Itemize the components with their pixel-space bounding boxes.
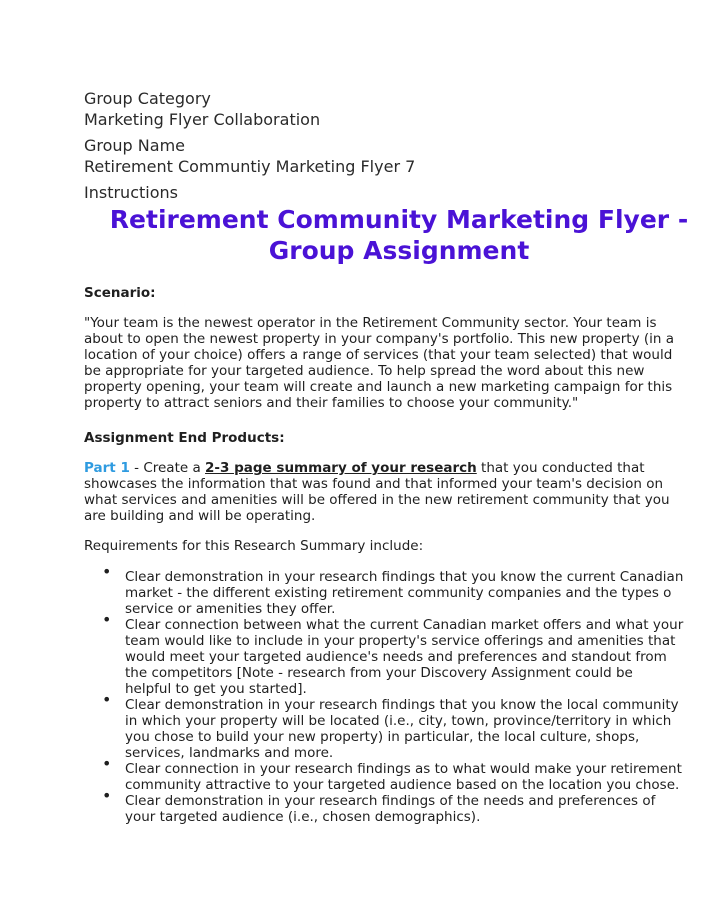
part1-line: showcases the information that was found and that informed your team's decision on — [84, 476, 664, 492]
part1-paragraph — [84, 460, 714, 524]
bullet-icon: • — [102, 562, 112, 581]
requirement-item — [102, 610, 714, 697]
assignment-page — [84, 88, 714, 825]
document-title — [84, 204, 714, 266]
requirement-line: Clear demonstration in your research findings that you know the current Canadian — [125, 569, 684, 585]
requirements-list — [84, 562, 714, 825]
requirement-line: helpful to get you started]. — [125, 681, 307, 697]
requirement-line: market - the different existing retirement community companies and the types o — [125, 585, 672, 601]
bullet-icon: • — [102, 610, 112, 629]
part1-post-text: that you conducted that — [476, 460, 645, 476]
requirement-line: your targeted audience (i.e., chosen demographics). — [125, 809, 481, 825]
bullet-icon: • — [102, 690, 112, 709]
requirement-line: services, landmarks and more. — [125, 745, 334, 761]
group-name-section — [84, 135, 714, 177]
requirement-line: in which your property will be located (i.e., city, town, province/territory in which — [125, 713, 672, 729]
bullet-icon: • — [102, 754, 112, 773]
requirement-item — [102, 754, 714, 793]
requirement-item — [102, 690, 714, 761]
requirement-item — [102, 562, 714, 617]
group-category-section — [84, 88, 714, 130]
requirement-line: team would like to include in your property's service offerings and amenities that — [125, 633, 676, 649]
requirement-item — [102, 786, 714, 825]
bullet-icon: • — [102, 786, 112, 805]
group-category-value: Marketing Flyer Collaboration — [84, 110, 321, 129]
requirement-line: Clear connection in your research findings as to what would make your retirement — [125, 761, 682, 777]
part1-pre-text: - Create a — [129, 460, 206, 476]
scenario-line: property to attract seniors and their families to choose your community." — [84, 395, 579, 411]
requirement-line: Clear demonstration in your research findings of the needs and preferences of — [125, 793, 656, 809]
requirement-line: you chose to build your new property) in particular, the local culture, shops, — [125, 729, 640, 745]
scenario-line: location of your choice) offers a range of services (that your team selected) that would — [84, 347, 673, 363]
part1-line: what services and amenities will be offered in the new retirement community that you — [84, 492, 670, 508]
part1-line: are building and will be operating. — [84, 508, 316, 524]
instructions-label: Instructions — [84, 183, 178, 202]
scenario-paragraph — [84, 315, 714, 411]
scenario-line: about to open the newest property in your company's portfolio. This new property (in a — [84, 331, 675, 347]
document-title-line2: Group Assignment — [268, 236, 530, 265]
scenario-line: "Your team is the newest operator in the Retirement Community sector. Your team is — [84, 315, 657, 331]
requirement-line: Clear demonstration in your research findings that you know the local community — [125, 697, 679, 713]
part1-label: Part 1 — [84, 460, 130, 476]
requirement-line: community attractive to your targeted audience based on the location you chose. — [125, 777, 680, 793]
requirements-intro: Requirements for this Research Summary include: — [84, 538, 424, 554]
part1-emphasis: 2-3 page summary of your research — [205, 460, 477, 476]
requirement-line: service or amenities they offer. — [125, 601, 336, 617]
end-products-heading: Assignment End Products: — [84, 430, 285, 446]
requirement-line: would meet your targeted audience's needs and preferences and standout from — [125, 649, 667, 665]
requirement-line: Clear connection between what the current Canadian market offers and what your — [125, 617, 684, 633]
group-name-value: Retirement Communtiy Marketing Flyer 7 — [84, 157, 416, 176]
scenario-line: be appropriate for your targeted audience. To help spread the word about this new — [84, 363, 645, 379]
group-name-label: Group Name — [84, 136, 185, 155]
document-title-line1: Retirement Community Marketing Flyer - — [109, 205, 689, 234]
group-category-label: Group Category — [84, 89, 211, 108]
scenario-heading: Scenario: — [84, 285, 156, 301]
requirement-line: the competitors [Note - research from your Discovery Assignment could be — [125, 665, 633, 681]
scenario-line: property opening, your team will create and launch a new marketing campaign for this — [84, 379, 673, 395]
